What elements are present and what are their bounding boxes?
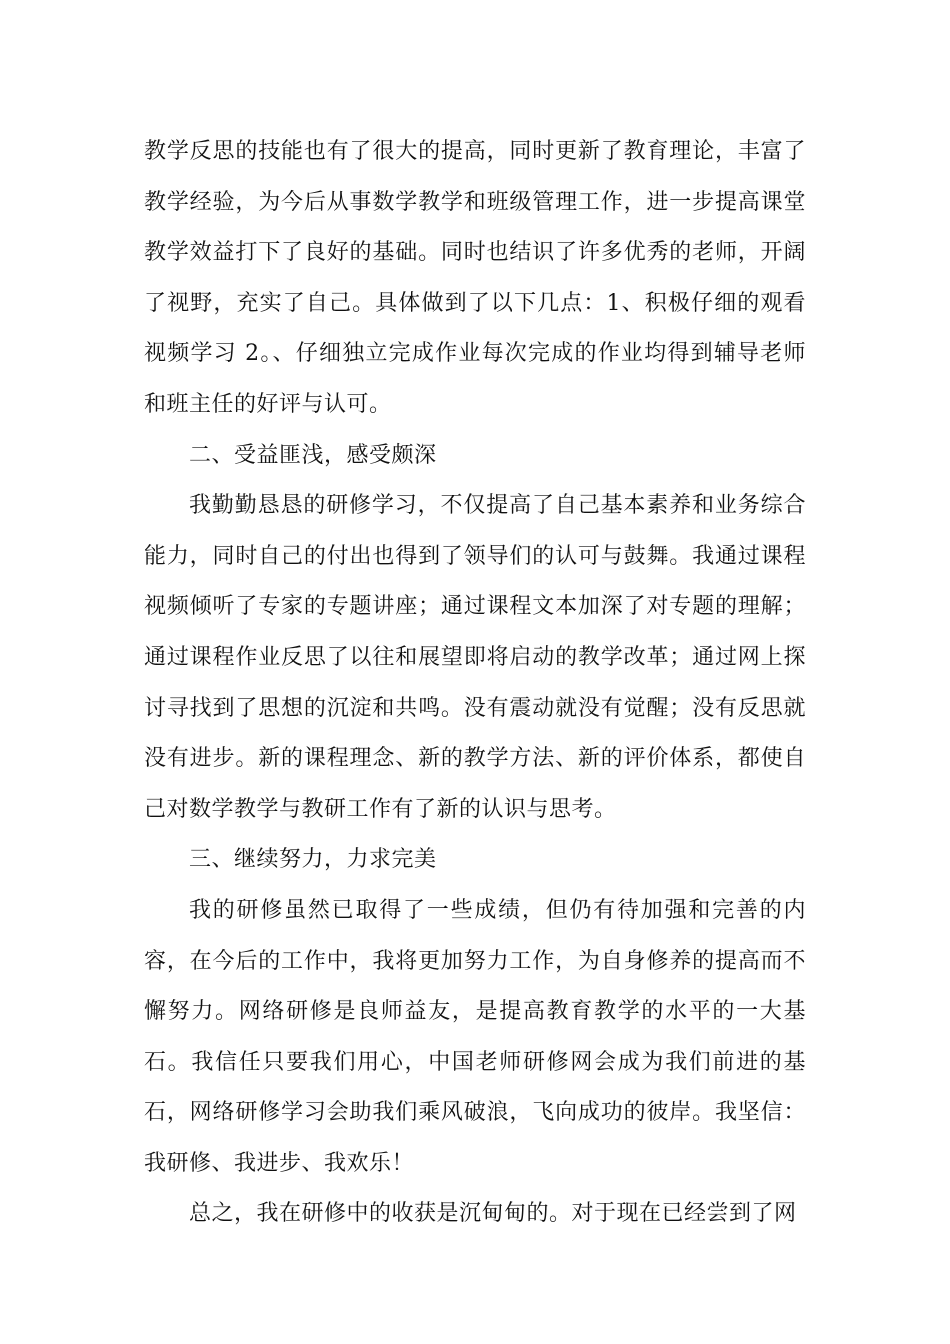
paragraph-summary: 总之，我在研修中的收获是沉甸甸的。对于现在已经尝到了网 bbox=[189, 1201, 797, 1227]
document-body bbox=[144, 127, 806, 1240]
paragraph-future-work: 我的研修虽然已取得了一些成绩，但仍有待加强和完善的内容，在今后的工作中，我将更加努力工作，为自身修养的提高而不懈努力。网络研修是良师益友，是提高教育教学的水平的一大基石。我信任只要我们用心，中国老师研修网会成为我们前进的基石，网络研修学习会助我们乘风破浪，飞向成功的彼岸。我坚信：我研修、我进步、我欢乐！ bbox=[144, 897, 806, 1176]
section-heading-continue-effort: 三、继续努力，力求完美 bbox=[189, 847, 437, 873]
section-heading-benefits: 二、受益匪浅，感受颇深 bbox=[189, 442, 437, 468]
paragraph-study-effort: 我勤勤恳恳的研修学习，不仅提高了自己基本素养和业务综合能力，同时自己的付出也得到了领导们的认可与鼓舞。我通过课程视频倾听了专家的专题讲座；通过课程文本加深了对专题的理解；通过课程作业反思了以往和展望即将启动的教学改革；通过网上探讨寻找到了思想的沉淀和共鸣。没有震动就没有觉醒；没有反思就没有进步。新的课程理念、新的教学方法、新的评价体系，都使自己对数学教学与教研工作有了新的认识与思考。 bbox=[144, 493, 806, 822]
paragraph-reflection-skills: 教学反思的技能也有了很大的提高，同时更新了教育理论，丰富了教学经验，为今后从事数学教学和班级管理工作，进一步提高课堂教学效益打下了良好的基础。同时也结识了许多优秀的老师，开阔了视野，充实了自己。具体做到了以下几点：1、积极仔细的观看视频学习 2。、仔细独立完成作业每次完成的作业均得到辅导老师和班主任的好评与认可。 bbox=[144, 139, 806, 417]
